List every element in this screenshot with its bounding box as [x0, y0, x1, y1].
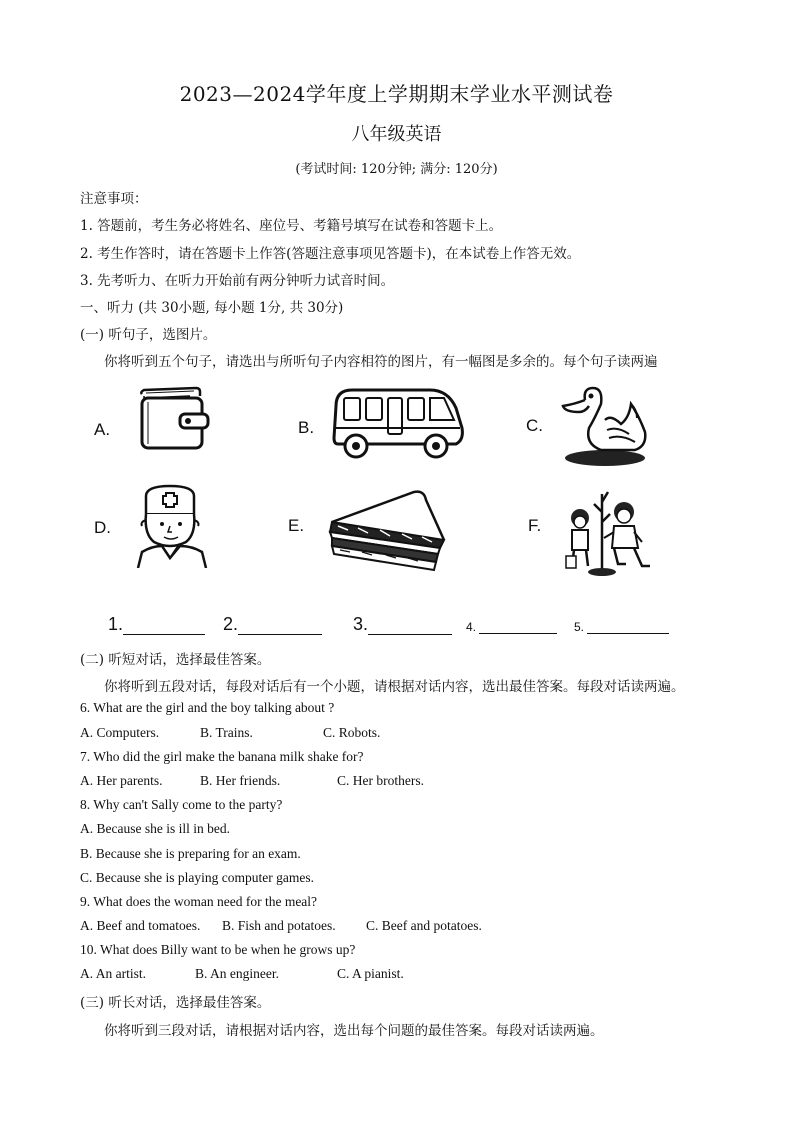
blank-label-1: 1. — [108, 614, 124, 634]
exam-time-note: (考试时间: 120分钟; 满分: 120分) — [295, 162, 498, 177]
exam-title: 2023—2024学年度上学期期末学业水平测试卷 — [179, 82, 614, 106]
picture-letter-e: E. — [288, 516, 305, 535]
answer-blank-row — [108, 614, 708, 638]
question-10-stem: 10. What does Billy want to be when he grows up? — [80, 942, 356, 957]
question-8-option-b: B. Because she is preparing for an exam. — [80, 846, 301, 861]
picture-letter-a: A. — [94, 420, 111, 439]
question-9-option-c: C. Beef and potatoes. — [366, 918, 482, 933]
blank-label-4: 4. — [466, 620, 477, 634]
sandwich-icon — [328, 488, 446, 574]
picture-letter-b: B. — [298, 418, 315, 437]
question-6-option-b: B. Trains. — [200, 725, 253, 740]
question-10-option-c: C. A pianist. — [337, 966, 404, 981]
part3-title: (三) 听长对话，选择最佳答案。 — [80, 995, 271, 1011]
question-10-option-a: A. An artist. — [80, 966, 146, 981]
notice-heading: 注意事项： — [80, 191, 148, 207]
part1-title: (一) 听句子，选图片。 — [80, 327, 217, 343]
blank-label-3: 3. — [353, 614, 369, 634]
section-heading-listening: 一、听力 (共 30小题, 每小题 1分, 共 30分) — [80, 300, 344, 316]
question-7-stem: 7. Who did the girl make the banana milk shake for? — [80, 749, 364, 764]
question-9-option-b: B. Fish and potatoes. — [222, 918, 336, 933]
question-8-option-a: A. Because she is ill in bed. — [80, 821, 230, 836]
question-8-stem: 8. Why can't Sally come to the party? — [80, 797, 283, 812]
picture-letter-f: F. — [528, 516, 542, 535]
notice-item-3: 3. 先考听力、在听力开始前有两分钟听力试音时间。 — [80, 273, 395, 289]
question-7-option-b: B. Her friends. — [200, 773, 281, 788]
blank-label-2: 2. — [223, 614, 239, 634]
question-9-stem: 9. What does the woman need for the meal? — [80, 894, 318, 909]
part1-instruction: 你将听到五个句子，请选出与所听句子内容相符的图片，有一幅图是多余的。每个句子读两遍 — [104, 354, 658, 370]
question-10-option-b: B. An engineer. — [195, 966, 279, 981]
blank-label-5: 5. — [574, 620, 585, 634]
picture-letter-d: D. — [94, 518, 111, 537]
answer-blank-1[interactable] — [108, 614, 205, 635]
part3-instruction: 你将听到三段对话，请根据对话内容，选出每个问题的最佳答案。每段对话读两遍。 — [104, 1023, 604, 1039]
picture-letter-c: C. — [526, 416, 543, 435]
question-8-option-c: C. Because she is playing computer games. — [80, 870, 314, 885]
doctor-icon — [134, 484, 212, 568]
answer-blank-5[interactable] — [574, 620, 669, 634]
notice-item-1: 1. 答题前，考生务必将姓名、座位号、考籍号填写在试卷和答题卡上。 — [80, 218, 503, 234]
duck-icon — [555, 384, 655, 468]
question-6-option-c: C. Robots. — [323, 725, 381, 740]
answer-blank-4[interactable] — [466, 620, 557, 634]
question-6-stem: 6. What are the girl and the boy talking about ? — [80, 700, 335, 715]
question-9-option-a: A. Beef and tomatoes. — [80, 918, 201, 933]
answer-blank-3[interactable] — [353, 614, 452, 635]
question-7-option-c: C. Her brothers. — [337, 773, 424, 788]
bus-icon — [330, 384, 466, 466]
exam-subtitle: 八年级英语 — [351, 124, 442, 145]
answer-blank-2[interactable] — [223, 614, 322, 635]
part2-title: (二) 听短对话，选择最佳答案。 — [80, 652, 271, 668]
notice-item-2: 2. 考生作答时，请在答题卡上作答(答题注意事项见答题卡)，在本试卷上作答无效。 — [80, 246, 581, 262]
wallet-icon — [134, 384, 212, 454]
children-planting-tree-icon — [562, 482, 654, 578]
part2-instruction: 你将听到五段对话，每段对话后有一个小题，请根据对话内容，选出最佳答案。每段对话读两遍。 — [104, 679, 685, 695]
question-7-option-a: A. Her parents. — [80, 773, 163, 788]
question-6-option-a: A. Computers. — [80, 725, 160, 740]
